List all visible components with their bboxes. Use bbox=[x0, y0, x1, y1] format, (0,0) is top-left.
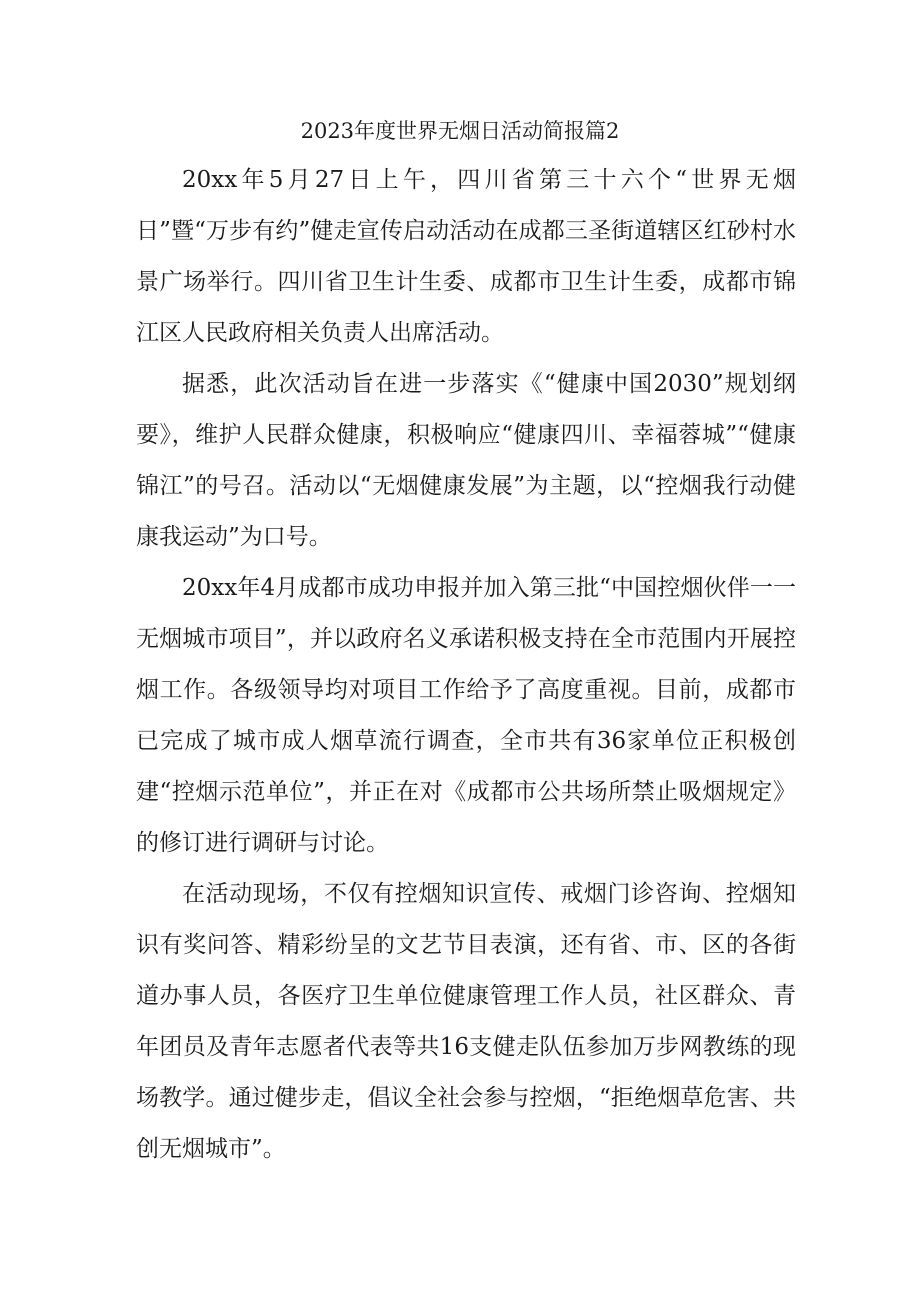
paragraph-1: 20xx年5月27日上午，四川省第三十六个“世界无烟日”暨“万步有约”健走宣传启动活动在成都三圣街道辖区红砂村水景广场举行。四川省卫生计生委、成都市卫生计生委，成都市锦江区人民政府相关负责人出席活动。 bbox=[136, 167, 796, 346]
paragraph-4: 在活动现场，不仅有控烟知识宣传、戒烟门诊咨询、控烟知识有奖问答、精彩纷呈的文艺节目表演，还有省、市、区的各街道办事人员，各医疗卫生单位健康管理工作人员，社区群众、青年团员及青年志愿者代表等共16支健走队伍参加万步网教练的现场教学。通过健步走，倡议全社会参与控烟，“拒绝烟草危害、共创无烟城市”。 bbox=[136, 881, 796, 1162]
paragraph-3: 20xx年4月成都市成功申报并加入第三批“中国控烟伙伴一一无烟城市项目”，并以政府名义承诺积极支持在全市范围内开展控烟工作。各级领导均对项目工作给予了高度重视。目前，成都市已完成了城市成人烟草流行调查，全市共有36家单位正积极创建“控烟示范单位”，并正在对《成都市公共场所禁止吸烟规定》的修订进行调研与讨论。 bbox=[136, 575, 796, 856]
paragraph-2: 据悉，此次活动旨在进一步落实《“健康中国2030”规划纲要》，维护人民群众健康，积极响应“健康四川、幸福蓉城”“健康锦江”的号召。活动以“无烟健康发展”为主题，以“控烟我行动健康我运动”为口号。 bbox=[136, 371, 796, 550]
document-body bbox=[136, 155, 796, 1175]
document-title: 2023年度世界无烟日活动简报篇2 bbox=[300, 119, 620, 143]
